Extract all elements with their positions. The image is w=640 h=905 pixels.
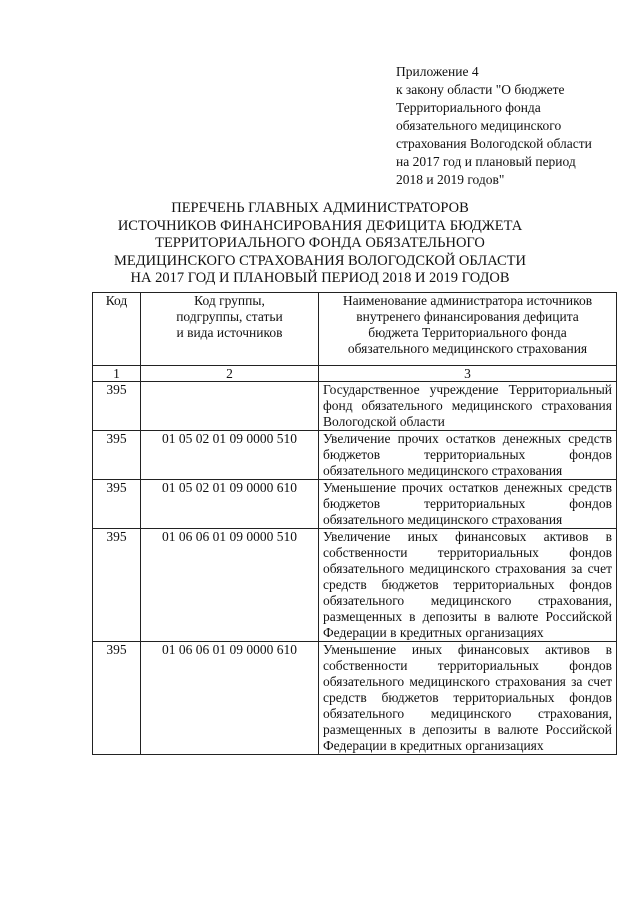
column-number: 2 [141,366,319,382]
header-group-code [141,293,319,366]
header-group-code-line: подгруппы, статьи [176,309,283,324]
title-line: МЕДИЦИНСКОГО СТРАХОВАНИЯ ВОЛОГОДСКОЙ ОБЛАСТИ [114,252,526,269]
row-budget-code [141,382,319,431]
row-source-name: Увеличение иных финансовых активов в собственности территориальных фондов обязательного медицинского страхования за счет средств бюджетов территориальных фондов обязательного медицинского страхования, размещенных в депозиты в валюте Российской Федерации в кредитных организациях [319,529,617,642]
column-number-row [93,366,617,382]
header-code [93,293,141,366]
appendix-line: Территориального фонда [396,100,541,115]
header-code-label: Код [105,293,128,308]
header-admin-name-line: обязательного медицинского страхования [347,341,588,356]
header-group-code-line: Код группы, [194,293,265,308]
appendix-line: к закону области "О бюджете [396,82,565,97]
row-source-name: Уменьшение иных финансовых активов в собственности территориальных фондов обязательного медицинского страхования за счет средств бюджетов территориальных фондов обязательного медицинского страхования, размещенных в депозиты в валюте Российской Федерации в кредитных организациях [319,642,617,755]
table-row [93,382,617,431]
header-admin-name-line: Наименование администратора источников [342,293,593,308]
administrators-table [92,292,617,755]
header-admin-name [319,293,617,366]
row-code: 395 [93,642,141,755]
document-title [100,200,540,288]
row-code: 395 [93,382,141,431]
table-row [93,431,617,480]
row-budget-code: 01 05 02 01 09 0000 610 [141,480,319,529]
row-budget-code: 01 05 02 01 09 0000 510 [141,431,319,480]
title-line: ТЕРРИТОРИАЛЬНОГО ФОНДА ОБЯЗАТЕЛЬНОГО [155,235,485,251]
table-row [93,480,617,529]
table-row [93,642,617,755]
header-admin-name-line: внутренего финансирования дефицита [356,309,579,324]
row-code: 395 [93,529,141,642]
appendix-line: на 2017 год и плановый период [396,154,576,169]
table-header-row [93,293,617,366]
table-row [93,529,617,642]
title-line: ПЕРЕЧЕНЬ ГЛАВНЫХ АДМИНИСТРАТОРОВ [171,200,469,216]
row-source-name: Увеличение прочих остатков денежных средств бюджетов территориальных фондов обязательного медицинского страхования [319,431,617,480]
row-source-name: Уменьшение прочих остатков денежных средств бюджетов территориальных фондов обязательного медицинского страхования [319,480,617,529]
column-number: 3 [319,366,617,382]
header-admin-name-line: бюджета Территориального фонда [368,325,567,340]
title-line: НА 2017 ГОД И ПЛАНОВЫЙ ПЕРИОД 2018 И 2019 ГОДОВ [130,270,510,286]
row-budget-code: 01 06 06 01 09 0000 510 [141,529,319,642]
column-number: 1 [93,366,141,382]
row-budget-code: 01 06 06 01 09 0000 610 [141,642,319,755]
header-group-code-line: и вида источников [176,325,283,340]
row-code: 395 [93,431,141,480]
appendix-note [396,63,632,189]
title-line: ИСТОЧНИКОВ ФИНАНСИРОВАНИЯ ДЕФИЦИТА БЮДЖЕТА [117,217,523,234]
appendix-line: 2018 и 2019 годов" [396,172,505,187]
appendix-line: Приложение 4 [396,64,479,79]
appendix-line: страхования Вологодской области [396,136,592,151]
appendix-line: обязательного медицинского [396,118,562,133]
row-admin-name: Государственное учреждение Территориальный фонд обязательного медицинского страхования Вологодской области [319,382,617,431]
row-code: 395 [93,480,141,529]
